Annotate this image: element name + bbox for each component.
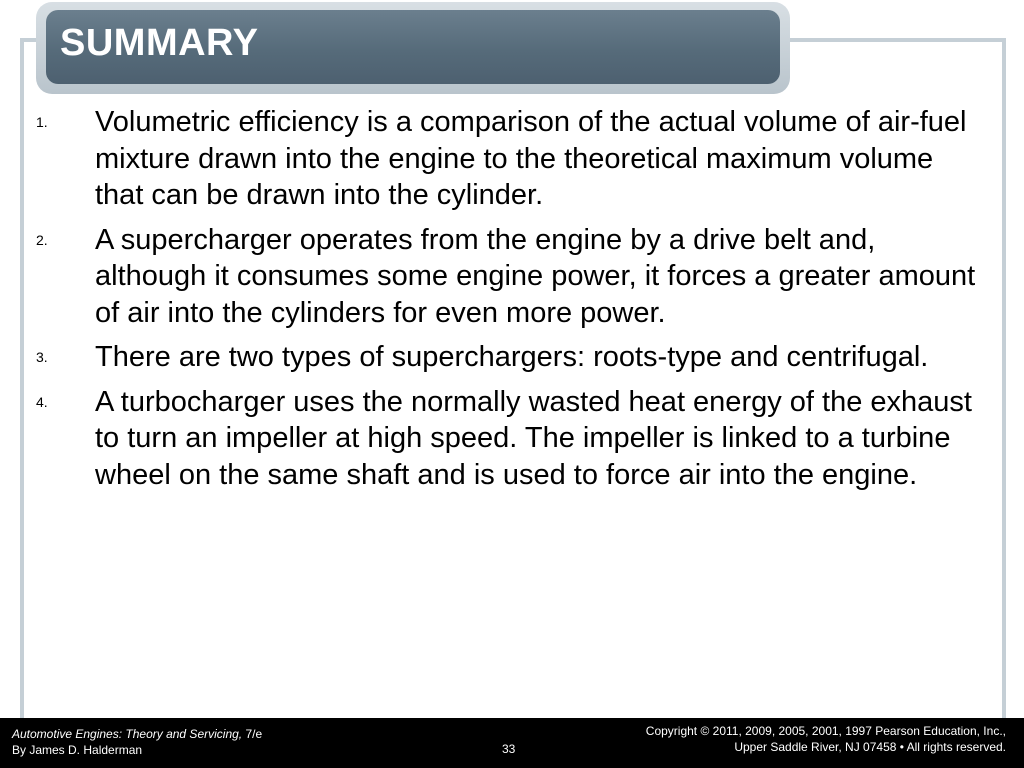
- item-text: A turbocharger uses the normally wasted heat energy of the exhaust to turn an impeller at high speed. The impeller is linked to a turbine wheel on the same shaft and is used to force air into the engine.: [95, 385, 972, 491]
- copyright-line-1: Copyright © 2011, 2009, 2005, 2001, 1997 Pearson Education, Inc.,: [645, 724, 1006, 738]
- list-item: [36, 384, 986, 494]
- book-title: Automotive Engines: Theory and Servicing,: [12, 727, 243, 741]
- item-number: 1.: [36, 114, 48, 130]
- book-edition: 7/e: [242, 727, 263, 741]
- summary-list: [36, 104, 986, 501]
- book-author: By James D. Halderman: [12, 743, 143, 757]
- list-item: [36, 339, 986, 376]
- item-number: 2.: [36, 231, 48, 248]
- copyright-line-2: Upper Saddle River, NJ 07458 • All rights reserved.: [734, 740, 1006, 754]
- item-text: There are two types of superchargers: roots-type and centrifugal.: [95, 341, 929, 373]
- footer-copyright: [646, 723, 1006, 755]
- list-item: [36, 222, 986, 332]
- item-number: 3.: [36, 349, 48, 365]
- page-number: 33: [502, 742, 516, 756]
- list-item: [36, 104, 986, 214]
- item-text: A supercharger operates from the engine by a drive belt and, although it consumes some engine power, it forces a greater amount of air into the cylinders for even more power.: [95, 223, 976, 329]
- footer-book-info: [12, 726, 262, 758]
- item-text: Volumetric efficiency is a comparison of the actual volume of air-fuel mixture drawn into the engine to the theoretical maximum volume that can be drawn into the cylinder.: [95, 106, 967, 211]
- item-number: 4.: [36, 393, 48, 410]
- footer-bar: [0, 718, 1024, 768]
- slide-title: SUMMARY: [60, 22, 259, 64]
